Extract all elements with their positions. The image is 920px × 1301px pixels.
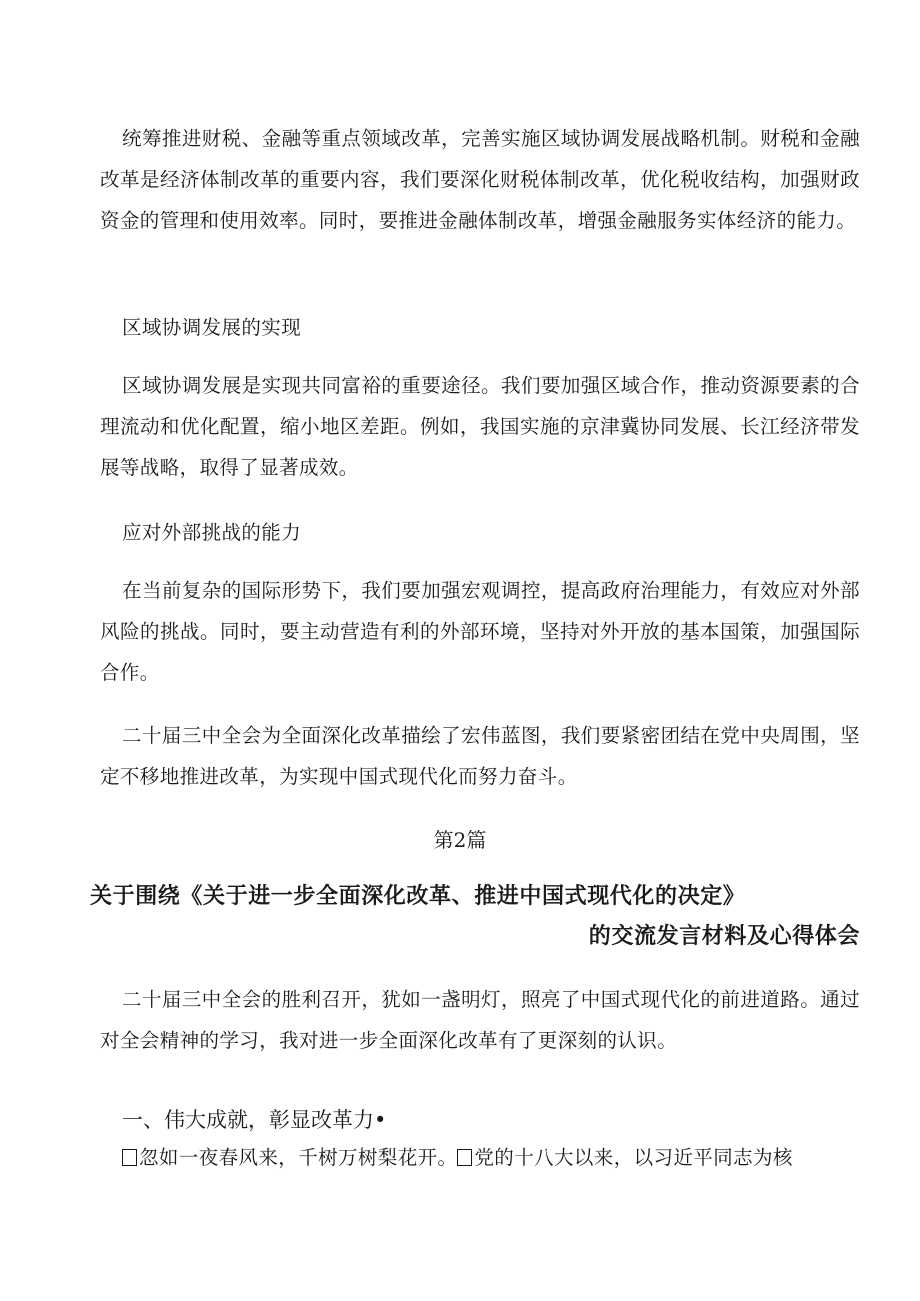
document-title-line-1: 关于围绕《关于进一步全面深化改革、推进中国式现代化的决定》 (90, 883, 746, 909)
section-heading: 一、伟大成就，彰显改革力• (122, 1108, 387, 1132)
subheading-external-challenges: 应对外部挑战的能力 (122, 521, 302, 544)
paragraph-fiscal-financial-reform: 统筹推进财税、金融等重点领域改革，完善实施区域协调发展战略机制。财税和金融改革是经济体制改革的重要内容，我们要深化财税体制改革，优化税收结构，加强财政资金的管理和使用效率。同时，要推进金融体制改革，增强金融服务实体经济的能力。 (100, 127, 860, 232)
text-segment-1: 忽如一夜春风来，千树万树梨花开。 (139, 1146, 458, 1169)
paragraph-achievements-start (122, 1137, 793, 1178)
paragraph-regional-development: 区域协调发展是实现共同富裕的重要途径。我们要加强区域合作，推动资源要素的合理流动和优化配置，缩小地区差距。例如，我国实施的京津冀协同发展、长江经济带发展等战略，取得了显著成效。 (100, 374, 860, 479)
subheading-regional-development: 区域协调发展的实现 (122, 316, 302, 339)
paragraph-conclusion: 二十届三中全会为全面深化改革描绘了宏伟蓝图，我们要紧密团结在党中央周围，坚定不移地推进改革，为实现中国式现代化而努力奋斗。 (100, 724, 860, 788)
document-title (90, 876, 860, 956)
text-segment-2: 党的十八大以来，以习近平同志为核 (474, 1146, 793, 1169)
paragraph-intro: 二十届三中全会的胜利召开，犹如一盏明灯，照亮了中国式现代化的前进道路。通过对全会精神的学习，我对进一步全面深化改革有了更深刻的认识。 (100, 988, 860, 1052)
paragraph-external-challenges: 在当前复杂的国际形势下，我们要加强宏观调控，提高政府治理能力，有效应对外部风险的挑战。同时，要主动营造有利的外部环境，坚持对外开放的基本国策，加强国际合作。 (100, 579, 860, 684)
document-title-line-2: 的交流发言材料及心得体会 (588, 923, 860, 949)
part-label: 第2篇 (433, 828, 487, 852)
missing-glyph-icon (457, 1149, 472, 1166)
missing-glyph-icon (122, 1149, 137, 1166)
